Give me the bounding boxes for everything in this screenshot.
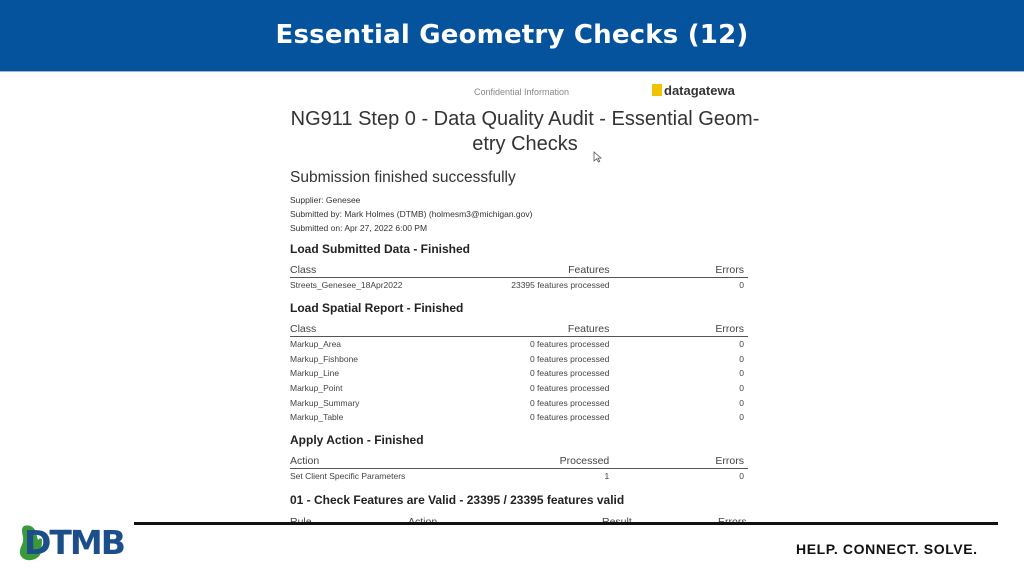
column-header: Processed bbox=[458, 454, 609, 469]
table-cell: 0 bbox=[739, 368, 744, 379]
table-cell: 0 features processed bbox=[529, 383, 610, 394]
table-row bbox=[290, 381, 748, 396]
table-row bbox=[290, 278, 748, 293]
table-row bbox=[290, 410, 748, 425]
table-row bbox=[290, 395, 748, 410]
report-title-line1: NG911 Step 0 - Data Quality Audit - Essential Geom- bbox=[290, 108, 760, 130]
column-header: Errors bbox=[609, 454, 748, 469]
table-cell: Markup_Point bbox=[290, 383, 343, 394]
column-header: Class bbox=[290, 263, 459, 278]
brand-mark-icon bbox=[652, 84, 662, 96]
title-bar bbox=[0, 0, 1024, 72]
table-cell: Markup_Fishbone bbox=[290, 353, 359, 364]
table-cell: 0 bbox=[739, 280, 744, 291]
column-header: Features bbox=[459, 263, 609, 278]
column-header: Class bbox=[290, 322, 459, 337]
table-cell: 0 features processed bbox=[529, 339, 610, 350]
table-cell: 0 bbox=[739, 339, 744, 350]
load-submitted-title: Load Submitted Data - Finished bbox=[290, 242, 471, 256]
apply-action-table bbox=[290, 454, 748, 484]
table-cell: 0 features processed bbox=[529, 353, 610, 364]
brand-text: datagatewa bbox=[664, 83, 735, 98]
footer-tagline: HELP. CONNECT. SOLVE. bbox=[796, 541, 978, 557]
table-cell: 0 bbox=[739, 353, 744, 364]
table-cell: Streets_Genesee_18Apr2022 bbox=[290, 280, 403, 291]
table-cell: 0 bbox=[739, 383, 744, 394]
table-cell: Set Client Specific Parameters bbox=[290, 471, 406, 482]
submitted-on-text: Submitted on: Apr 27, 2022 6:00 PM bbox=[290, 223, 428, 233]
table-cell: Markup_Line bbox=[290, 368, 340, 379]
check-valid-title: 01 - Check Features are Valid - 23395 / 23395 features valid bbox=[290, 493, 625, 507]
supplier-text: Supplier: Genesee bbox=[290, 195, 361, 205]
table-cell: 0 features processed bbox=[529, 412, 610, 423]
slide-title: Essential Geometry Checks (12) bbox=[275, 20, 749, 50]
table-cell: Markup_Area bbox=[290, 339, 342, 350]
document-screenshot bbox=[270, 80, 762, 520]
table-cell: Markup_Summary bbox=[290, 397, 360, 408]
column-header: Errors bbox=[610, 263, 748, 278]
apply-action-title: Apply Action - Finished bbox=[290, 433, 424, 447]
table-row bbox=[290, 352, 748, 367]
load-spatial-table bbox=[290, 322, 748, 425]
column-header: Action bbox=[290, 454, 458, 469]
table-cell: 23395 features processed bbox=[511, 280, 610, 291]
brand-logo bbox=[652, 83, 735, 98]
table-cell: 1 bbox=[604, 471, 610, 482]
table-row bbox=[290, 366, 748, 381]
load-submitted-table bbox=[290, 263, 748, 293]
table-cell: Markup_Table bbox=[290, 412, 344, 423]
column-header: Errors bbox=[609, 322, 748, 337]
table-row bbox=[290, 469, 748, 484]
table-cell: 0 bbox=[739, 471, 744, 482]
logo-text: DTMB bbox=[24, 523, 124, 562]
load-spatial-title: Load Spatial Report - Finished bbox=[290, 301, 464, 315]
report-title-line2: etry Checks bbox=[472, 133, 578, 155]
table-cell: 0 bbox=[739, 397, 744, 408]
table-row bbox=[290, 337, 748, 352]
table-cell: 0 features processed bbox=[529, 397, 610, 408]
mouse-cursor-icon bbox=[593, 151, 603, 163]
submission-status: Submission finished successfully bbox=[290, 169, 516, 186]
table-cell: 0 bbox=[739, 412, 744, 423]
dtmb-logo bbox=[16, 521, 124, 565]
report-title bbox=[290, 107, 760, 157]
column-header: Features bbox=[459, 322, 610, 337]
submitted-by-text: Submitted by: Mark Holmes (DTMB) (holmesm3@michigan.gov) bbox=[290, 209, 533, 219]
footer-divider bbox=[134, 522, 998, 525]
document-header bbox=[270, 80, 762, 104]
table-cell: 0 features processed bbox=[529, 368, 610, 379]
confidential-label: Confidential Information bbox=[474, 87, 570, 97]
